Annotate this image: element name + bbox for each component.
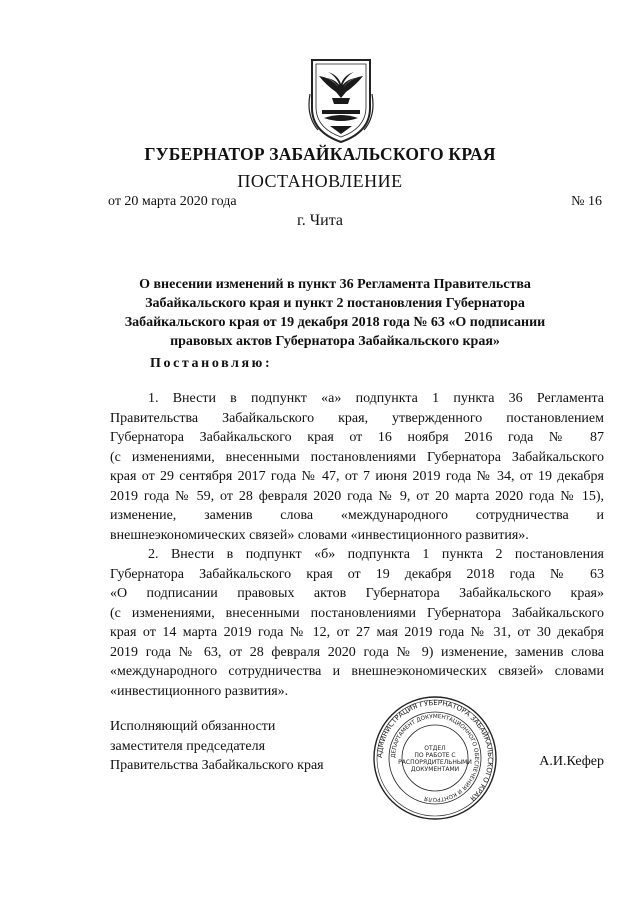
paragraph-line: края от 29 сентября 2017 года № 47, от 7 июня 2019 года № 34, от 19 декабря	[110, 469, 604, 484]
paragraph-line: изменение, заменив слова «международного сотрудничества и	[110, 508, 604, 523]
official-stamp-icon	[371, 694, 499, 822]
subject-line: Забайкальского края от 19 декабря 2018 года № 63 «О подписании	[124, 315, 546, 330]
paragraph-line: края от 14 марта 2019 года № 12, от 27 мая 2019 года № 31, от 30 декабря	[110, 625, 604, 640]
paragraph-line: «международного сотрудничества и внешнеэкономических связей» словами	[110, 664, 604, 679]
paragraph-1	[110, 389, 604, 545]
document-date: от 20 марта 2020 года	[108, 194, 237, 209]
paragraph-line: «инвестиционного развития».	[110, 683, 289, 699]
paragraph-line: Губернатора Забайкальского края от 16 ноября 2016 года № 87	[110, 430, 604, 445]
stamp-center-line: ДОКУМЕНТАМИ	[410, 766, 460, 773]
paragraph-line: «О подписании правовых актов Губернатора Забайкальского края»	[110, 586, 604, 601]
subject-line: правовых актов Губернатора Забайкальского края»	[170, 334, 500, 349]
signatory-position	[110, 717, 324, 776]
paragraph-line: 1. Внести в подпункт «а» подпункта 1 пункта 36 Регламента	[148, 391, 604, 406]
stamp-center-line: ПО РАБОТЕ С	[414, 752, 456, 759]
paragraph-line: (с изменениями, внесенными постановлениями Губернатора Забайкальского	[110, 605, 604, 621]
stamp-ring-text: ДЕПАРТАМЕНТ ДОКУМЕНТАЦИОННОГО ОБЕСПЕЧЕНИЯ И КОНТРОЛЯ	[390, 713, 480, 803]
paragraph-line: (с изменениями, внесенными постановлениями Губернатора Забайкальского	[110, 449, 604, 465]
signatory-name: А.И.Кефер	[539, 754, 604, 769]
document-body	[110, 389, 604, 701]
paragraph-line: 2019 года № 59, от 28 февраля 2020 года № 9, от 20 марта 2020 года № 15),	[110, 488, 604, 504]
position-line: Исполняющий обязанности	[110, 719, 276, 734]
paragraph-line: Губернатора Забайкальского края от 19 декабря 2018 года № 63	[110, 566, 604, 582]
coat-of-arms-eagle-icon	[302, 54, 380, 146]
document-city: г. Чита	[296, 212, 343, 229]
paragraph-line: 2. Внести в подпункт «б» подпункта 1 пункта 2 постановления	[148, 547, 604, 562]
issuer-title: ГУБЕРНАТОР ЗАБАЙКАЛЬСКОГО КРАЯ	[144, 144, 496, 164]
paragraph-line: внешнеэкономических связей» словами «инвестиционного развития».	[110, 527, 529, 543]
document-type: ПОСТАНОВЛЕНИЕ	[237, 171, 403, 191]
stamp-outer-text: АДМИНИСТРАЦИЯ ГУБЕРНАТОРА ЗАБАЙКАЛЬСКОГО КРАЯ	[375, 698, 495, 803]
document-number: № 16	[571, 194, 602, 209]
subject-line: Забайкальского края и пункт 2 постановления Губернатора	[145, 296, 525, 311]
position-line: Правительства Забайкальского края	[110, 758, 324, 773]
position-line: заместителя председателя	[110, 738, 266, 754]
paragraph-2	[110, 545, 604, 701]
stamp-center-line: РАСПОРЯДИТЕЛЬНЫМИ	[398, 759, 472, 766]
document-subject	[120, 275, 550, 351]
resolve-heading: Постановляю:	[150, 356, 273, 371]
paragraph-line: Правительства Забайкальского края, утвержденного постановлением	[110, 410, 604, 426]
subject-line: О внесении изменений в пункт 36 Регламента Правительства	[139, 277, 531, 292]
paragraph-line: 2019 года № 63, от 28 февраля 2020 года № 9) изменение, заменив слова	[110, 644, 604, 660]
stamp-center-line: ОТДЕЛ	[424, 745, 446, 752]
